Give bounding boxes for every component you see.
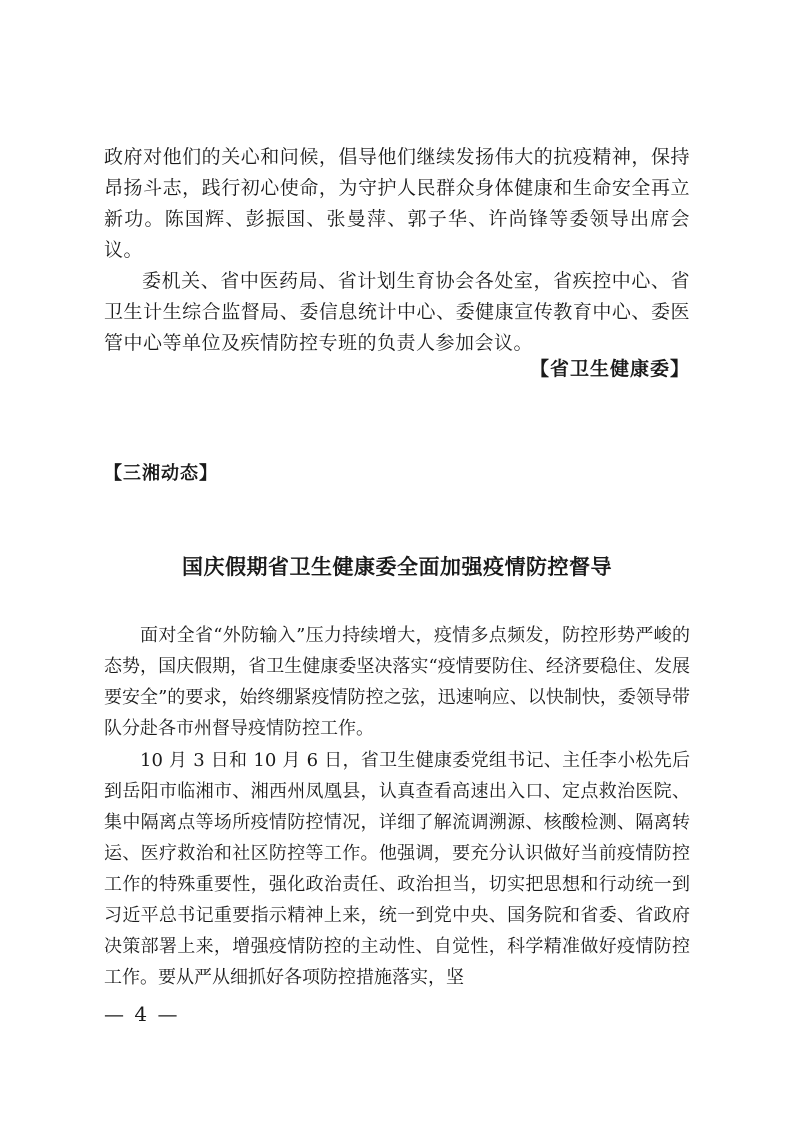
source-attribution: 【省卫生健康委】 xyxy=(529,358,690,380)
article-paragraph-2: 10 月 3 日和 10 月 6 日，省卫生健康委党组书记、主任李小松先后到岳阳市临湘市、湘西州凤凰县，认真查看高速出入口、定点救治医院、集中隔离点等场所疫情防控情况，详细了解流调溯源、核酸检测、隔离转运、医疗救治和社区防控等工作。他强调，要充分认识做好当前疫情防控工作的特殊重要性，强化政治责任、政治担当，切实把思想和行动统一到习近平总书记重要指示精神上来，统一到党中央、国务院和省委、省政府决策部署上来，增强疫情防控的主动性、自觉性，科学精准做好疫情防控工作。要从严从细抓好各项防控措施落实，坚 xyxy=(104,750,690,988)
continuation-paragraph-1: 政府对他们的关心和问候，倡导他们继续发扬伟大的抗疫精神，保持昂扬斗志，践行初心使命，为守护人民群众身体健康和生命安全再立新功。陈国辉、彭振国、张曼萍、郭子华、许尚锋等委领导出席会议。 xyxy=(104,146,690,261)
page-number: — 4 — xyxy=(104,1002,180,1026)
section-tag: 【三湘动态】 xyxy=(104,463,218,484)
continuation-paragraph-2: 委机关、省中医药局、省计划生育协会各处室，省疾控中心、省卫生计生综合监督局、委信息统计中心、委健康宣传教育中心、委医管中心等单位及疾情防控专班的负责人参加会议。 xyxy=(104,270,690,354)
article-title: 国庆假期省卫生健康委全面加强疫情防控督导 xyxy=(182,554,612,579)
article-paragraph-1: 面对全省“外防输入”压力持续增大，疫情多点频发，防控形势严峻的态势，国庆假期，省卫生健康委坚决落实“疫情要防住、经济要稳住、发展要安全”的要求，始终绷紧疫情防控之弦，迅速响应、以快制快，委领导带队分赴各市州督导疫情防控工作。 xyxy=(104,625,690,739)
